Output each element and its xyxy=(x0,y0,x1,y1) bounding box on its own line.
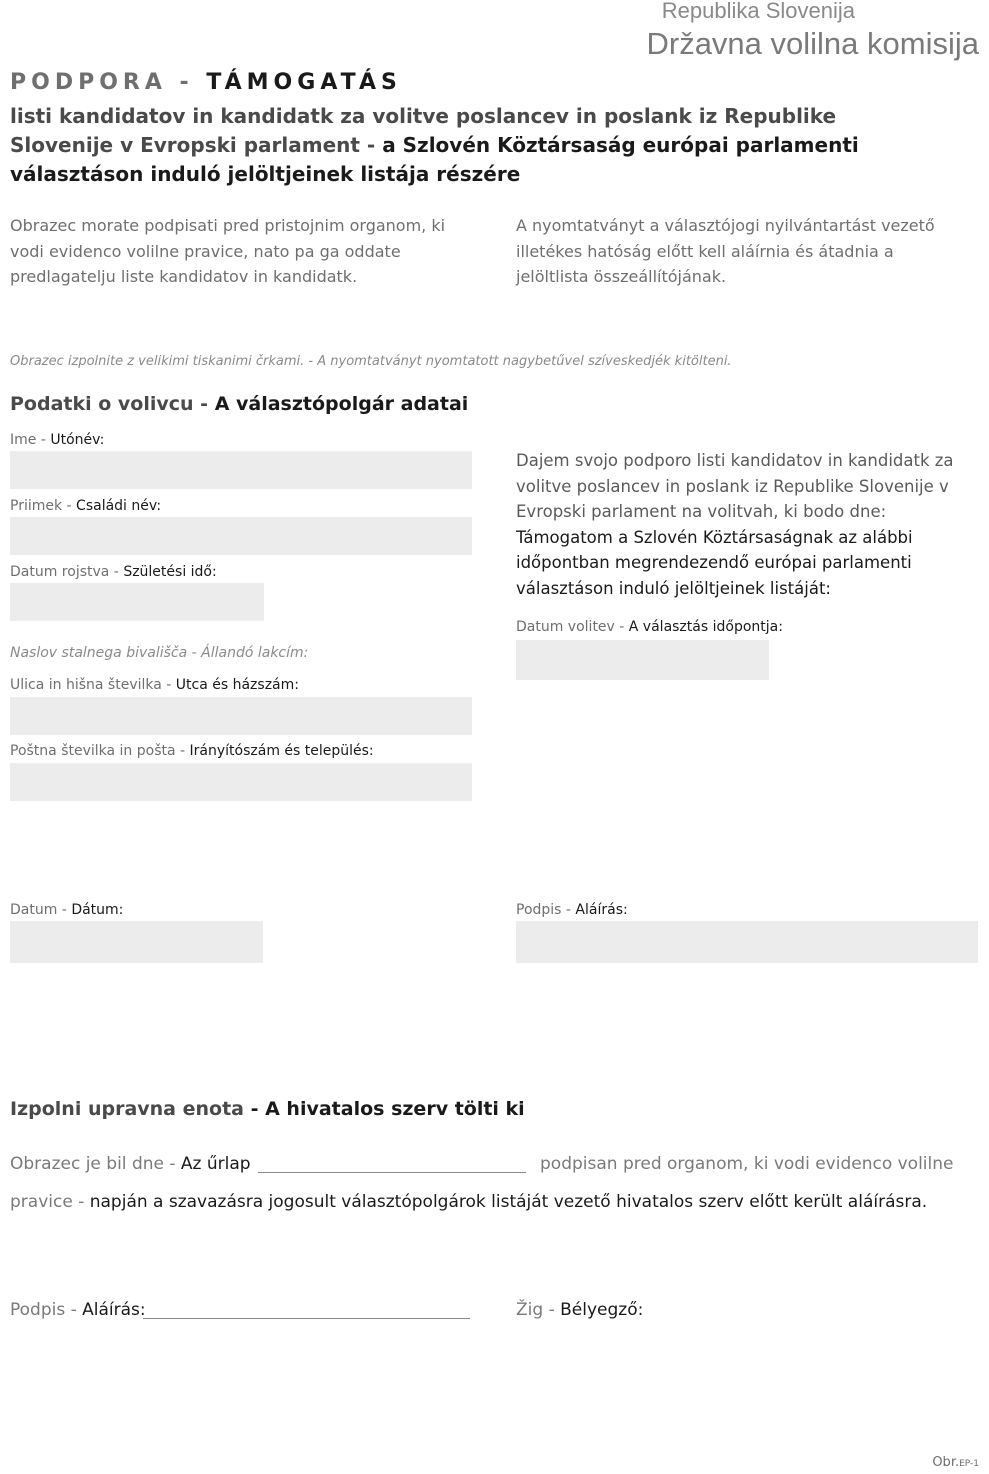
intro-hu: A nyomtatványt a választójogi nyilvántartást vezető illetékes hatóság előtt kell aláírnia és átadnia a jelöltlista összeállítójának. xyxy=(516,216,935,286)
form-title xyxy=(10,70,402,95)
form-code xyxy=(932,1455,979,1470)
post-label-hu: Irányítószám és település: xyxy=(189,743,374,759)
date-label xyxy=(10,902,123,918)
signature-field[interactable] xyxy=(516,921,978,963)
stamp-label-sl: Žig - xyxy=(516,1300,561,1320)
form-subtitle-hu: a Szlovén Köztársaság európai parlamenti választáson induló jelöltjeinek listája részére xyxy=(10,133,859,186)
post-field[interactable] xyxy=(10,763,472,801)
support-statement-sl: Dajem svojo podporo listi kandidatov in kandidatk za volitve poslancev in poslank iz Republike Slovenije v Evropski parlament na volitvah, ki bodo dne: xyxy=(516,451,954,521)
street-field[interactable] xyxy=(10,697,472,735)
office-line1-sl: Obrazec je bil dne - xyxy=(10,1154,181,1174)
office-line1-hu: Az űrlap xyxy=(180,1154,251,1174)
form-subtitle-sl: listi kandidatov in kandidatk za volitve poslancev in poslank iz Republike Slovenije v Evropski parlament - xyxy=(10,104,837,157)
support-statement-hu: Támogatom a Szlovén Köztársaságnak az alábbi időpontban megrendezendő európai parlamenti választáson induló jelöltjeinek listáját: xyxy=(516,527,913,598)
first-name-field[interactable] xyxy=(10,451,472,489)
fill-note: Obrazec izpolnite z velikimi tiskanimi črkami. - A nyomtatványt nyomtatott nagybetűvel szíveskedjék kitölteni. xyxy=(10,354,732,369)
stamp-label xyxy=(516,1300,643,1320)
form-code-prefix: Obr. xyxy=(932,1455,960,1470)
last-name-label xyxy=(10,498,161,514)
address-heading: Naslov stalnega bivališča - Állandó lakcím: xyxy=(10,645,309,661)
form-subtitle xyxy=(10,102,910,189)
date-field[interactable] xyxy=(10,921,263,963)
dob-label-hu: Születési idő: xyxy=(123,564,217,580)
office-section-sl: Izpolni upravna enota xyxy=(10,1098,251,1120)
dob-field[interactable] xyxy=(10,583,264,621)
voter-section-title xyxy=(10,393,468,415)
form-title-hu: TÁMOGATÁS xyxy=(206,70,402,95)
header-commission: Državna volilna komisija xyxy=(646,26,979,61)
last-name-label-sl: Priimek - xyxy=(10,498,77,514)
street-label-sl: Ulica in hišna številka - xyxy=(10,677,176,693)
office-signature-hu: Aláírás: xyxy=(82,1300,146,1320)
office-signature-line[interactable] xyxy=(143,1318,470,1319)
signature-label-hu: Aláírás: xyxy=(575,902,628,918)
street-label xyxy=(10,677,299,693)
support-statement xyxy=(516,448,976,601)
office-signature-sl: Podpis - xyxy=(10,1300,83,1320)
dob-label-sl: Datum rojstva - xyxy=(10,564,124,580)
election-date-label-hu: A választás időpontja: xyxy=(628,619,783,635)
office-section-hu: - A hivatalos szerv tölti ki xyxy=(250,1098,525,1120)
intro-sl: Obrazec morate podpisati pred pristojnim organom, ki vodi evidenco volilne pravice, nato pa ga oddate predlagatelju liste kandidatov in kandidatk. xyxy=(10,216,446,286)
form-title-sl: PODPORA - xyxy=(10,70,194,95)
election-date-label xyxy=(516,619,783,635)
office-line1-rest: podpisan pred organom, ki vodi evidenco volilne xyxy=(540,1154,954,1174)
form-code-value: EP-1 xyxy=(959,1459,979,1469)
office-line2-sl: pravice - xyxy=(10,1192,90,1212)
post-label-sl: Poštna številka in pošta - xyxy=(10,743,190,759)
signature-label-sl: Podpis - xyxy=(516,902,576,918)
voter-section-sl: Podatki o volivcu - xyxy=(10,393,209,415)
stamp-label-hu: Bélyegző: xyxy=(560,1300,644,1320)
office-line2-hu: napján a szavazásra jogosult választópolgárok listáját vezető hivatalos szerv előtt került aláírásra. xyxy=(89,1192,928,1212)
office-section-title xyxy=(10,1098,525,1120)
last-name-label-hu: Családi név: xyxy=(76,498,162,514)
voter-section-hu: A választópolgár adatai xyxy=(214,393,469,415)
date-label-sl: Datum - xyxy=(10,902,72,918)
dob-label xyxy=(10,564,217,580)
date-label-hu: Dátum: xyxy=(71,902,124,918)
first-name-label-hu: Utónév: xyxy=(50,432,105,448)
last-name-field[interactable] xyxy=(10,517,472,555)
header-republic: Republika Slovenija xyxy=(661,0,855,23)
office-date-line[interactable] xyxy=(258,1172,526,1173)
office-line2 xyxy=(10,1192,927,1212)
office-signature-label xyxy=(10,1300,146,1320)
election-date-field[interactable] xyxy=(516,640,769,680)
first-name-label xyxy=(10,432,104,448)
election-date-label-sl: Datum volitev - xyxy=(516,619,629,635)
first-name-label-sl: Ime - xyxy=(10,432,51,448)
street-label-hu: Utca és házszám: xyxy=(175,677,299,693)
office-line1-start xyxy=(10,1154,251,1174)
signature-label xyxy=(516,902,628,918)
post-label xyxy=(10,743,374,759)
